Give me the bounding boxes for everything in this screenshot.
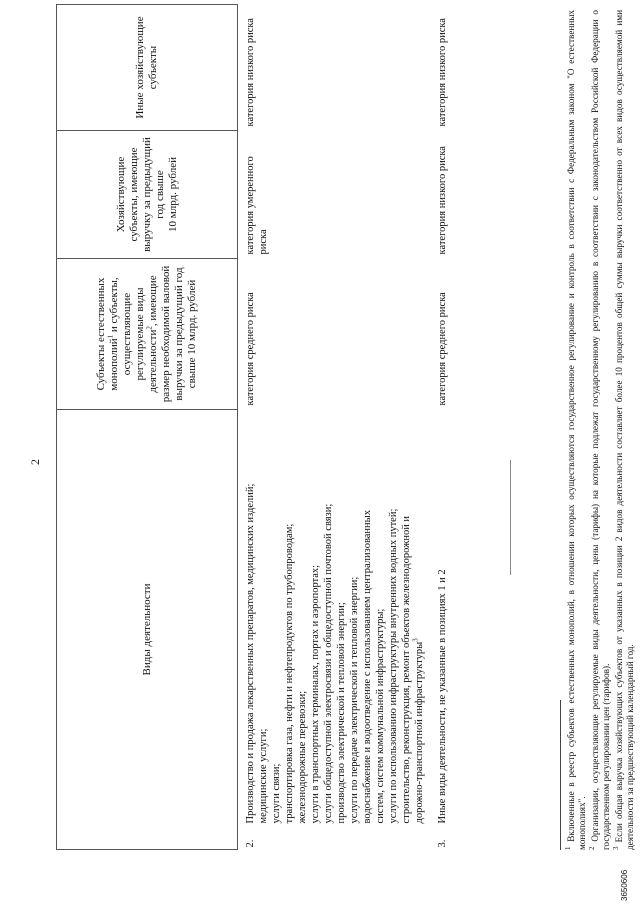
activity-line <box>283 414 296 824</box>
table-row <box>238 5 431 850</box>
row-number: 3. <box>437 839 448 848</box>
activity-line <box>296 414 309 824</box>
risk-category-table <box>56 4 453 850</box>
activity-text: услуги в транспортных терминалах, портах и аэропортах; <box>310 564 321 824</box>
footnote-1-text: Включенные в реестр субъектов естественных монополий, в отношении которых осуществляются государственное регулирование и контроль в соответствии с Федеральным законом "О естественных монополиях". <box>566 10 587 850</box>
activity-line <box>436 414 449 824</box>
activity-line <box>361 414 374 824</box>
header-revenue-post: 10 млрд. рублей <box>166 157 179 232</box>
footnote-3-mark: 3 <box>611 846 620 850</box>
footnote-ref-2: 2 <box>145 326 154 330</box>
activity-text: услуги по передаче электрической и тепловой энергии; <box>349 576 360 824</box>
cell-monopoly-category: категория среднего риска <box>437 292 448 406</box>
footnote-1 <box>563 10 588 850</box>
activity-line <box>374 414 387 824</box>
header-activity-types: Виды деятельности <box>57 410 238 850</box>
footnote-3-text: Если общая выручка хозяйствующих субъектов от указанных в позиции 2 видов деятельности составляет более 10 процентов общей суммы выручки соответственно от всех видов осуществляемой ими деятельности за предшествующий календарный год. <box>614 9 635 850</box>
activity-text: строительство, реконструкция, ремонт объектов железнодорожной и <box>401 515 412 824</box>
activity-line <box>348 414 361 824</box>
header-natural-monopolies <box>57 259 238 410</box>
document-code: 3650606 <box>620 869 629 901</box>
activity-text: Производство и продажа лекарственных препаратов, медицинских изделий; <box>245 483 256 824</box>
cell-other-category: категория низкого риска <box>245 18 256 127</box>
activity-line <box>309 414 322 824</box>
activity-text: услуги общедоступной электросвязи и общедоступной почтовой связи; <box>323 503 334 824</box>
header-natural-monopolies-pre: Субъекты естественных монополий <box>95 277 120 391</box>
cell-revenue-category: категория низкого риска <box>437 146 448 255</box>
row-number: 2. <box>245 839 256 848</box>
cell-monopoly-category: категория среднего риска <box>245 292 256 406</box>
activity-line <box>244 414 257 824</box>
footnote-1-mark: 1 <box>563 846 572 850</box>
activity-text: железнодорожные перевозки; <box>297 690 308 824</box>
cell-other-category: категория низкого риска <box>437 18 448 127</box>
activity-line <box>257 414 270 824</box>
activity-text: транспортировка газа, нефти и нефтепродуктов по трубопроводам; <box>284 523 295 824</box>
activity-text: медицинские услуги; <box>258 728 269 824</box>
activity-line <box>335 414 348 824</box>
activity-text: производство электрической и тепловой энергии; <box>336 602 347 824</box>
header-other-entities: Иные хозяйствующие субъекты <box>57 5 238 131</box>
cell-revenue-category: категория умеренного риска <box>245 156 269 255</box>
activity-line <box>387 414 400 824</box>
table-header-row <box>57 5 238 850</box>
activity-line <box>270 414 283 824</box>
activity-text: услуги связи; <box>271 763 282 824</box>
activity-text: систем, систем коммунальной инфраструктуры; <box>375 608 386 824</box>
activity-text: дорожно-транспортной инфраструктуры <box>414 641 425 824</box>
footnote-3 <box>611 9 636 850</box>
activity-line <box>322 414 335 824</box>
footnote-ref-3: 3 <box>411 638 420 642</box>
header-natural-monopolies-mid: и субъекты, осуществляющие регулируемые виды деятельности <box>108 277 159 393</box>
page-number: 2 <box>28 459 42 465</box>
footnote-ref-1: 1 <box>106 334 115 339</box>
header-revenue-pre: Хозяйствующие субъекты, имеющие выручку за предыдущий год свыше <box>114 137 166 252</box>
footnote-2 <box>587 10 612 850</box>
activity-text: водоснабжение и водоотведение с использованием централизованных <box>362 510 373 824</box>
activity-text: Иные виды деятельности, не указанные в позициях 1 и 2 <box>437 569 448 824</box>
activity-line <box>400 414 413 824</box>
header-revenue-over-10bn <box>57 131 238 259</box>
row-activities <box>430 410 453 828</box>
footnote-2-mark: 2 <box>587 846 596 850</box>
activity-text: услуги по использованию инфраструктуры внутренних водных путей; <box>388 508 399 824</box>
header-natural-monopolies-post: , имеющие размер необходимой валовой выручки за предыдущий год свыше 10 млрд. рублей <box>147 265 198 403</box>
table-row <box>430 5 453 850</box>
separator-line <box>510 460 511 575</box>
activity-line <box>413 414 426 824</box>
footnote-separator <box>560 700 561 850</box>
row-activities <box>238 410 431 828</box>
footnote-2-text: Организации, осуществляющие регулируемые виды деятельности, цены (тарифы) на которые подлежат государственному регулированию в соответствии с законодательством Российской Федерации о государственном регулировании цен (тарифов). <box>590 10 611 850</box>
